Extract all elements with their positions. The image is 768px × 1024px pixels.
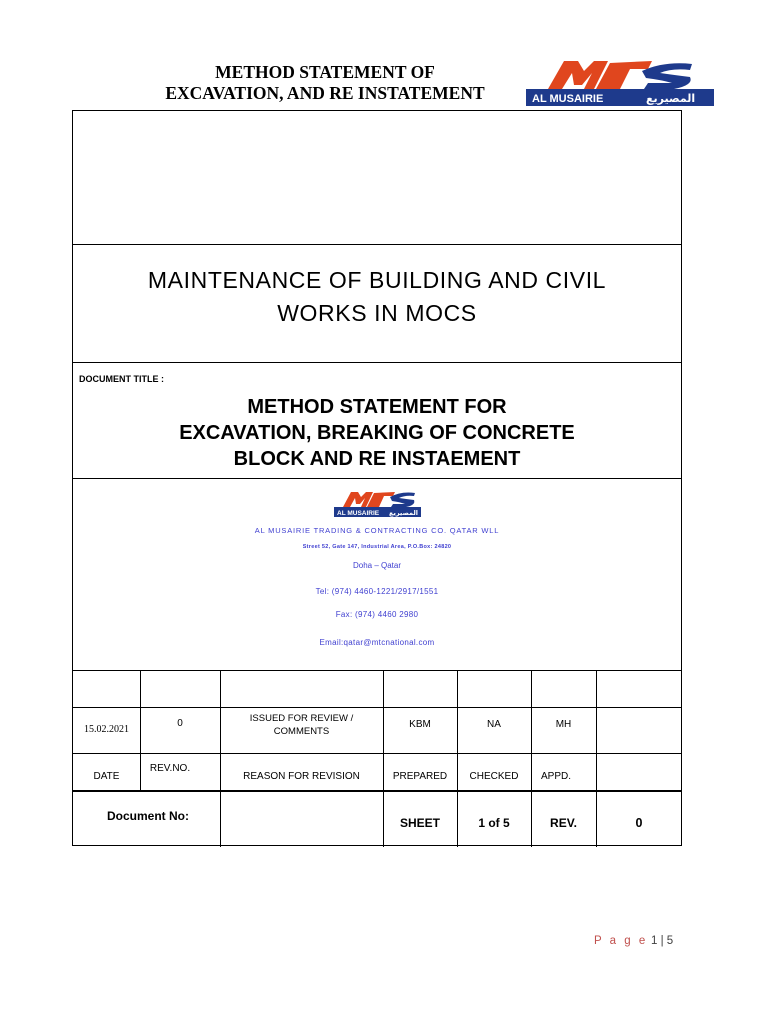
table-row-line <box>73 753 681 754</box>
header-prepared: PREPARED <box>392 771 448 782</box>
page-current: 1 <box>650 935 658 947</box>
divider <box>73 362 681 363</box>
table-row-line <box>73 790 681 792</box>
header-date: DATE <box>93 771 120 782</box>
company-logo-small <box>333 488 423 519</box>
sheet-value: 1 of 5 <box>478 816 510 830</box>
company-fax: Fax: (974) 4460 2980 <box>335 610 419 619</box>
company-logo <box>524 55 720 109</box>
rev-approved: MH <box>555 719 572 730</box>
document-title: METHOD STATEMENT FOR EXCAVATION, BREAKING OF CONCRETE BLOCK AND RE INSTAEMENT <box>179 396 575 470</box>
page-total: 5 <box>666 935 674 947</box>
header-reason: REASON FOR REVISION <box>243 771 360 782</box>
header-title-line2: EXCAVATION, AND RE INSTATEMENT <box>165 83 485 103</box>
company-tel: Tel: (974) 4460-1221/2917/1551 <box>315 587 439 596</box>
document-title-label: DOCUMENT TITLE : <box>79 374 164 384</box>
rev-number: 0 <box>177 718 183 729</box>
table-row-line <box>73 707 681 708</box>
company-name: AL MUSAIRIE TRADING & CONTRACTING CO. QATAR WLL <box>254 526 500 535</box>
svg-text:AL MUSAIRIE: AL MUSAIRIE <box>337 510 380 517</box>
page-label: P a g e <box>594 935 648 947</box>
page-number <box>594 935 673 947</box>
divider <box>73 244 681 245</box>
rev-checked: NA <box>487 719 501 730</box>
company-email[interactable]: Email:qatar@mtcnational.com <box>319 638 435 647</box>
rev-reason: ISSUED FOR REVIEW / COMMENTS <box>249 713 354 737</box>
header-title-line1: METHOD STATEMENT OF <box>215 62 435 82</box>
divider <box>73 478 681 479</box>
page-separator: | <box>660 935 664 947</box>
cover-frame <box>72 110 682 846</box>
svg-text:المصيريع: المصيريع <box>389 509 419 517</box>
company-address: Street 52, Gate 147, Industrial Area, P.O.Box: 24820 <box>302 544 452 550</box>
mtc-logo-small-icon <box>333 488 423 519</box>
header-checked: CHECKED <box>469 771 519 782</box>
mtc-logo-icon <box>524 55 720 109</box>
document-no-label: Document No: <box>107 809 189 823</box>
divider <box>73 670 681 671</box>
sheet-label: SHEET <box>399 816 440 830</box>
rev-date: 15.02.2021 <box>84 724 129 735</box>
project-title: MAINTENANCE OF BUILDING AND CIVIL WORKS IN MOCS <box>147 267 607 326</box>
svg-text:AL MUSAIRIE: AL MUSAIRIE <box>532 93 604 105</box>
rev-label: REV. <box>550 816 577 830</box>
rev-value: 0 <box>635 816 643 830</box>
header-title <box>120 62 530 104</box>
header-rev-no: REV.NO. <box>149 763 191 774</box>
rev-prepared: KBM <box>409 719 431 730</box>
svg-text:المصيريع: المصيريع <box>646 92 696 105</box>
header-approved: APPD. <box>540 771 571 782</box>
company-city: Doha – Qatar <box>352 561 402 570</box>
